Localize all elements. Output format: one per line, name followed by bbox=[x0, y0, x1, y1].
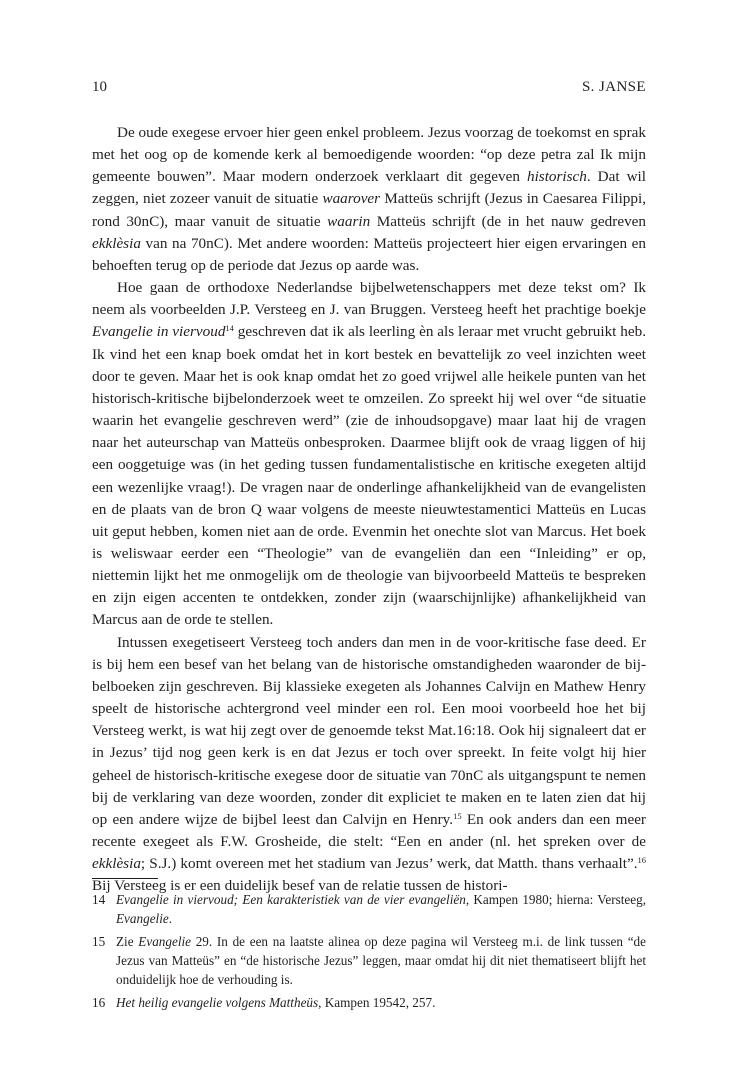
text-segment: Zie bbox=[116, 934, 139, 949]
paragraph bbox=[92, 632, 646, 898]
italic-text: ekklèsia bbox=[92, 855, 141, 873]
text-segment: van na 70nC). Met andere woorden: Matteüs projecteert hier eigen ervaringen en behoeften terug op de periode dat Jezus op aarde was. bbox=[92, 234, 646, 274]
body-text bbox=[92, 122, 646, 897]
footnote bbox=[92, 932, 646, 989]
italic-text: Evangelie in viervoud; Een karakteristiek van de vier evangeliën bbox=[116, 892, 466, 907]
text-segment: . bbox=[168, 911, 173, 926]
paragraph bbox=[92, 277, 646, 632]
italic-text: ekklèsia bbox=[92, 234, 141, 252]
text-segment: 29. In de een na laatste alinea op deze pagina wil Versteeg m.i. de link tussen “de Jezus van Matteüs” en “de historische Jezus” leggen, maar omdat hij dit niet thematiseert blijft het onduidelijk hoe de verhouding is. bbox=[116, 934, 646, 987]
italic-text: waarover bbox=[322, 190, 381, 208]
footnote-reference: 16 bbox=[637, 855, 646, 866]
text-segment: . Dat wil zeggen, niet zozeer vanuit de situatie bbox=[92, 168, 646, 208]
footnote bbox=[92, 993, 646, 1012]
footnote-number: 14 bbox=[92, 892, 106, 907]
text-segment: De oude exegese ervoer hier geen enkel probleem. Jezus voorzag de toekomst en sprak met het oog op de komende kerk al bemoedigende woorden: “op deze petra zal Ik mijn gemeente bouwen”. Maar modern onderzoek verklaart dit gegeven bbox=[92, 124, 646, 186]
footnotes bbox=[92, 890, 646, 1016]
text-segment: Intussen exegetiseert Versteeg toch anders dan men in de voor-kritische fase deed. Er is bij hem een besef van het belang van de historische omstandigheden waaronder de bijbelboeken zijn geschreven. Bij klassieke exegeten als Johannes Calvijn en Mathew Henry speelt de historische achtergrond veel minder een rol. Een mooi voorbeeld hoe het bij Versteeg werkt, is wat hij zegt over de genoemde tekst Mat.16:18. Ook hij signaleert dat er in Jezus’ tijd nog geen kerk is en dat Jezus er toch over spreekt. In feite volgt hij hier geheel de historisch-kritische exegese door de situatie van 70nC als uitgangspunt te nemen bij de verklaring van deze woorden, zonder dit expliciet te maken en te laten zien dat hij op een andere wijze de bijbel leest dan Calvijn en Henry. bbox=[92, 633, 646, 828]
italic-text: waarin bbox=[327, 212, 371, 230]
text-segment: Hoe gaan de orthodoxe Nederlandse bijbelwetenschappers met deze tekst om? Ik neem als voorbeelden J.P. Versteeg en J. van Bruggen. Versteeg heeft het prachtige boekje bbox=[92, 279, 646, 319]
italic-text: Het heilig evangelie volgens Mattheüs bbox=[116, 995, 319, 1010]
text-segment: Matteüs schrijft (Jezus in Caesarea Filippi, rond 30nC), maar vanuit de situatie bbox=[92, 190, 646, 230]
footnote-reference: 14 bbox=[225, 323, 234, 334]
italic-text: Evangelie bbox=[116, 911, 169, 926]
text-segment: ; S.J.) komt overeen met het stadium van Jezus’ werk, dat Matth. thans verhaalt”. bbox=[140, 855, 638, 873]
running-head: S. JANSE bbox=[581, 79, 646, 95]
footnote-number: 16 bbox=[92, 995, 106, 1010]
page-header bbox=[92, 79, 646, 99]
italic-text: Evangelie in viervoud bbox=[92, 323, 226, 341]
text-segment: , Kampen 19542, 257. bbox=[318, 995, 436, 1010]
text-segment: En ook anders dan een meer recente exegeet als F.W. Grosheide, die stelt: “Een en ander (nl. het spreken over de bbox=[92, 810, 646, 850]
italic-text: Evangelie bbox=[138, 934, 192, 949]
text-segment: Matteüs schrijft (de in het nauw gedreven bbox=[370, 212, 646, 230]
page-number: 10 bbox=[92, 79, 107, 95]
paragraph bbox=[92, 122, 646, 277]
italic-text: historisch bbox=[526, 168, 587, 186]
footnote-divider bbox=[92, 878, 158, 879]
text-segment: geschreven dat ik als leerling èn als leraar met vrucht gebruikt heb. Ik vind het een knap boek omdat het in kort bestek en bevattelijk zo veel inzichten weet door te geven. Maar het is ook knap omdat het zo goed vrijwel alle heikele punten van het historisch-kritische bijbelonderzoek weet te omzeilen. Zo spreekt hij wel over “de situatie waarin het evangelie geschreven werd” (zie de inhoudsopgave) maar laat hij de vragen naar het auteurschap van Matteüs onbesproken. Daarmee blijft ook de vraag liggen of hij een ooggetuige was (in het geding tussen fundamentalistische en kritische exegeten altijd een wezenlijke vraag!). De vragen naar de onderlinge afhankelijkheid van de evangelisten en de plaats van de bron Q waar volgens de meeste nieuwtestamentici Matteüs en Lucas uit geput hebben, komen niet aan de orde. Evenmin het onechte slot van Marcus. Het boek is weliswaar eerder een “Theologie” van de evangeliën dan een “Inleiding” er op, niettemin lijkt het me onmogelijk om de theologie van bijvoorbeeld Matteüs te bespreken en zijn eigen accenten te ontdekken, zonder zijn (waarschijnlijke) afhankelijkheid van Marcus aan de orde te stellen. bbox=[92, 323, 647, 629]
text-segment: Bij Versteeg is er een duidelijk besef van de relatie tussen de histori- bbox=[92, 877, 508, 895]
text-segment: , Kampen 1980; hierna: Versteeg, bbox=[465, 892, 646, 907]
footnote-number: 15 bbox=[92, 934, 106, 949]
footnote-reference: 15 bbox=[453, 810, 462, 821]
footnote bbox=[92, 890, 646, 928]
